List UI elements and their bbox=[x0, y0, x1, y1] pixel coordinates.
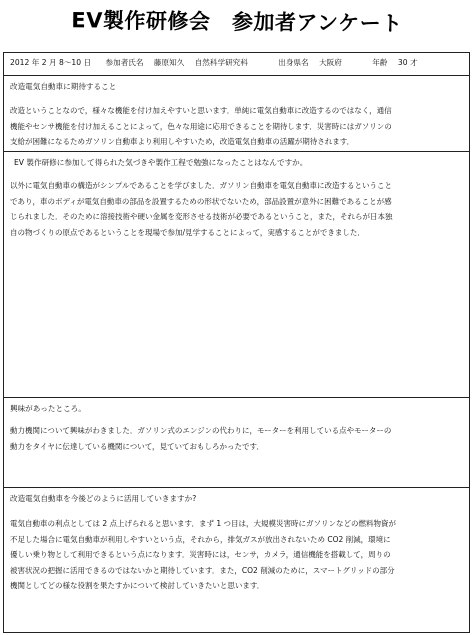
age-label: 年齢 bbox=[372, 58, 388, 67]
participant-info bbox=[10, 57, 420, 68]
answer-future-use bbox=[10, 516, 465, 594]
answer-line: 自の物づくりの原点であるということを現場で参加/見学することによって，実感することができました． bbox=[10, 227, 365, 237]
participant-name: 藤原知久 bbox=[153, 58, 185, 67]
answer-line: じられました．そのために溶接技術や硬い金属を変形させる技術が必要であるということ，また，それらが日本独 bbox=[10, 212, 393, 221]
age-value: 30 才 bbox=[397, 58, 418, 67]
question-interests: 興味があったところ。 bbox=[10, 404, 86, 413]
answer-line: 以外に電気自動車の構造がシンプルであることを学びました．ガソリン自動車を電気自動車に改造するということ bbox=[10, 181, 393, 190]
answer-line: 支給が困難になるためガソリン自動車より利用しやすいため，改造電気自動車の活躍が期待されます． bbox=[10, 137, 355, 146]
section-future-use bbox=[4, 487, 469, 634]
answer-line: 動力をタイヤに伝達している機関について，見ていておもしろかったです． bbox=[10, 441, 264, 451]
participant-info-row bbox=[4, 53, 469, 75]
answer-line: 改造ということなので，様々な機能を付け加えやすいと思います．単純に電気自動車に改造するのではなく，通信 bbox=[10, 106, 392, 115]
question-expectations: 改造電気自動車に期待すること bbox=[10, 82, 117, 91]
answer-line: 動力機関について興味がわきました．ガソリン式のエンジンの代わりに，モーターを利用している点やモーターの bbox=[10, 426, 392, 435]
affiliation: 自然科学研究科 bbox=[194, 58, 248, 67]
answer-line: 被害状況の把握に活用できるのではないかと期待しています．また，CO2 削減のために，スマートグリッドの部分 bbox=[10, 565, 395, 575]
answer-line: 優しい乗り物として利用できるという点になります．災害時には，センサ，カメラ，通信機能を搭載して，周りの bbox=[10, 550, 391, 559]
section-learnings bbox=[4, 151, 469, 397]
section-expectations bbox=[4, 75, 469, 151]
questionnaire-form bbox=[3, 52, 470, 633]
document-title: EV製作研修会 参加者アンケート bbox=[71, 8, 403, 36]
event-date: 2012 年 2 月 8～10 日 bbox=[10, 58, 92, 67]
pref-label: 出身県名 bbox=[278, 58, 309, 67]
answer-line: 電気自動車の利点としては 2 点上げられると思います．まず 1 つ目は，大規模災害時にガソリンなどの燃料物資が bbox=[10, 519, 396, 528]
answer-line: 機関としてどの様な役割を果たすかについて検討していきたいと思います． bbox=[10, 581, 265, 590]
question-learnings: EV 製作研修に参加して得られた気づきや製作工程で勉強になったことはなんですか。 bbox=[14, 158, 308, 167]
section-interests bbox=[4, 397, 469, 487]
name-label: 参加者氏名 bbox=[105, 58, 144, 67]
answer-interests bbox=[10, 423, 465, 454]
answer-expectations bbox=[10, 103, 465, 150]
answer-line: 不足した場合に電気自動車が利用しやすいという点，それから，排気ガスが放出されないため CO2 削減，環境に bbox=[10, 534, 391, 544]
answer-line: であり，車のボディが電気自動車の部品を設置するための形状でないため，部品設置が意外に困難であることが感 bbox=[10, 196, 392, 206]
answer-learnings bbox=[10, 178, 465, 240]
question-future-use: 改造電気自動車を今後どのように活用していきますか? bbox=[10, 494, 197, 503]
answer-line: 機能やセンサ機能を付け加えることによって，色々な用途に応用できることを期待します．災害時にはガソリンの bbox=[10, 121, 392, 131]
hometown-pref: 大阪府 bbox=[319, 58, 342, 67]
